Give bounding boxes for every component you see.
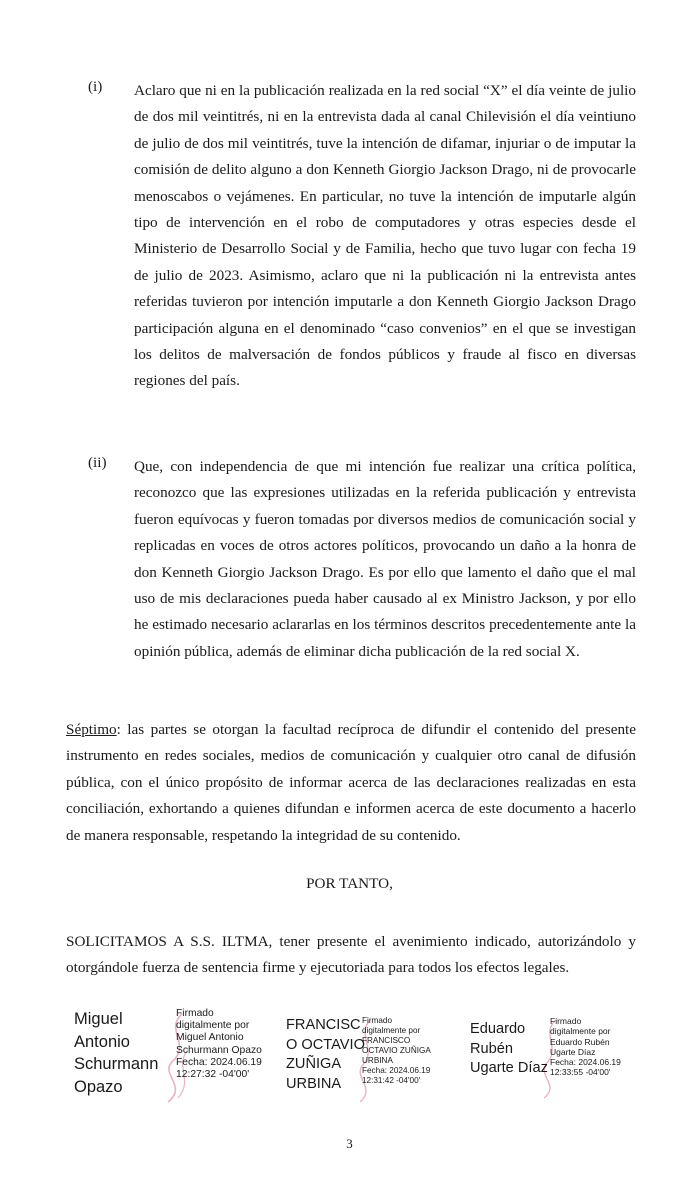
list-item-number: (ii)	[88, 454, 107, 471]
list-item-text: Que, con independencia de que mi intención fue realizar una crítica política, reconozco que las expresiones utilizadas en la referida publicación y entrevista fueron equívocas y fueron tomadas por diversos medios de comunicación social y replicadas en voces de otros actores políticos, provocando un daño a la honra de don Kenneth Giorgio Jackson Drago. Es por ello que lamento el daño que el mal uso de mis declaraciones pueda haber causado al ex Ministro Jackson, y por ello he estimado necesario aclararlas en los términos descritos precedentemente ante la opinión pública, además de eliminar dicha publicación de la red social X.	[134, 458, 636, 660]
page-number: 3	[346, 1136, 353, 1151]
clause-septimo	[66, 717, 636, 849]
signer-name: FRANCISC O OCTAVIO ZUÑIGA URBINA	[286, 1017, 365, 1092]
clause-text: : las partes se otorgan la facultad recíproca de difundir el contenido del presente instrumento en redes sociales, medios de comunicación y cualquier otro canal de difusión pública, con el único propósito de informar acerca de las declaraciones realizadas en esta conciliación, exhortando a quienes difundan e informen acerca de este documento a hacerlo de manera responsable, respetando la integridad de su contenido.	[66, 721, 636, 844]
digital-signature-schurmann	[74, 1008, 274, 1108]
petition-paragraph	[66, 929, 636, 982]
list-item-i	[88, 78, 636, 395]
list-item-ii	[88, 454, 636, 665]
por-tanto-heading: POR TANTO,	[306, 875, 393, 892]
digital-signature-zuniga	[286, 1016, 456, 1106]
list-item-number: (i)	[88, 78, 103, 95]
signature-details: Firmado digitalmente por Eduardo Rubén Ugarte Díaz Fecha: 2024.06.19 12:33:55 -04'00'	[550, 1016, 621, 1078]
signature-details: Firmado digitalmente por FRANCISCO OCTAVIO ZUÑIGA URBINA Fecha: 2024.06.19 12:31:42 -04'00'	[362, 1016, 431, 1085]
signature-details: Firmado digitalmente por Miguel Antonio Schurmann Opazo Fecha: 2024.06.19 12:27:32 -04'00'	[176, 1008, 262, 1081]
list-item-text: Aclaro que ni en la publicación realizada en la red social “X” el día veinte de julio de dos mil veintitrés, ni en la entrevista dada al canal Chilevisión el día veintiuno de julio de dos mil veintitrés, tuve la intención de difamar, injuriar o de imputar la comisión de delito alguno a don Kenneth Giorgio Jackson Drago, ni de provocarle menoscabos o vejámenes. En particular, no tuve la intención de imputarle algún tipo de intervención en el robo de computadores y otras especies desde el Ministerio de Desarrollo Social y de Familia, hecho que tuvo lugar con fecha 19 de julio de 2023. Asimismo, aclaro que ni la publicación ni la entrevista antes referidas tuvieron por intención imputarle a don Kenneth Giorgio Jackson Drago participación alguna en el denominado “caso convenios” en el que se investigan los delitos de malversación de fondos públicos y fraude al fisco en diversas regiones del país.	[134, 82, 636, 390]
signer-name: Miguel Antonio Schurmann Opazo	[74, 1010, 159, 1096]
petition-text: tener presente el avenimiento indicado, autorizándolo y otorgándole fuerza de sentencia firme y ejecutoriada para todos los efectos legales.	[66, 933, 636, 977]
digital-signature-ugarte	[470, 1016, 640, 1100]
signer-name: Eduardo Rubén Ugarte Díaz	[470, 1021, 548, 1076]
petition-label: SOLICITAMOS A S.S. ILTMA,	[66, 933, 273, 950]
clause-label: Séptimo	[66, 721, 117, 738]
